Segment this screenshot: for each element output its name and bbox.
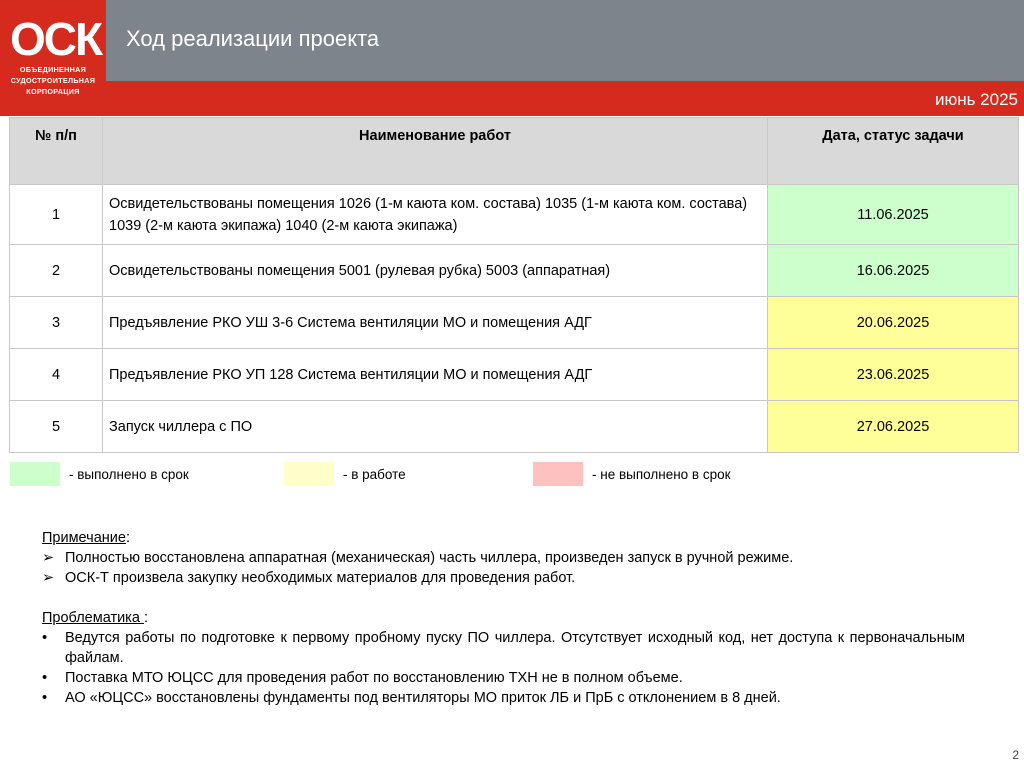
legend-label-overdue: - не выполнено в срок <box>592 467 731 482</box>
legend-swatch-in-progress <box>284 462 334 486</box>
page-number: 2 <box>1012 748 1019 762</box>
note-title: Примечание <box>42 530 126 546</box>
page-title: Ход реализации проекта <box>126 26 380 51</box>
works-table <box>9 117 1019 453</box>
problem-title-colon: : <box>143 610 148 626</box>
row-number: 5 <box>10 401 103 453</box>
problem-item-text: Поставка МТО ЮЦСС для проведения работ по восстановлению ТХН не в полном объеме. <box>65 670 683 686</box>
row-date-status: 23.06.2025 <box>768 349 1019 401</box>
row-date-status: 27.06.2025 <box>768 401 1019 453</box>
problem-heading <box>42 608 965 628</box>
row-date-status: 11.06.2025 <box>768 185 1019 245</box>
column-header-number: № п/п <box>10 118 103 185</box>
problem-item-text: АО «ЮЦСС» восстановлены фундаменты под вентиляторы МО приток ЛБ и ПрБ с отклонением в 8 дней. <box>65 690 781 706</box>
row-work-name: Запуск чиллера с ПО <box>103 401 768 453</box>
legend-label-in-progress: - в работе <box>343 467 406 482</box>
date-bar <box>106 81 1024 116</box>
row-work-name: Освидетельствованы помещения 1026 (1-м каюта ком. состава) 1035 (1-м каюта ком. состава) 1039 (2-м каюта экипажа) 1040 (2-м каюта экипажа) <box>103 185 768 245</box>
logo-subtitle-line: КОРПОРАЦИЯ <box>26 87 80 96</box>
notes-section <box>42 528 965 708</box>
problem-item <box>42 628 965 668</box>
row-date-status: 20.06.2025 <box>768 297 1019 349</box>
arrow-bullet-icon: ➢ <box>42 550 55 566</box>
problem-item-text: Ведутся работы по подготовке к первому пробному пуску ПО чиллера. Отсутствует исходный код, нет доступа к первоначальным файлам. <box>65 630 965 666</box>
row-number: 4 <box>10 349 103 401</box>
note-item <box>42 548 965 568</box>
legend-label-done: - выполнено в срок <box>69 467 189 482</box>
row-work-name: Предъявление РКО УП 128 Система вентиляции МО и помещения АДГ <box>103 349 768 401</box>
logo <box>0 0 106 116</box>
column-header-name: Наименование работ <box>103 118 768 185</box>
row-work-name: Предъявление РКО УШ 3-6 Система вентиляции МО и помещения АДГ <box>103 297 768 349</box>
row-number: 3 <box>10 297 103 349</box>
bullet-icon: • <box>42 670 48 686</box>
row-work-name: Освидетельствованы помещения 5001 (рулевая рубка) 5003 (аппаратная) <box>103 245 768 297</box>
legend-swatch-overdue <box>533 462 583 486</box>
logo-mark: ОСК <box>10 13 102 65</box>
bullet-icon: • <box>42 690 48 706</box>
table-header-row <box>10 118 1019 185</box>
logo-subtitle <box>0 64 106 97</box>
note-item-text: ОСК-Т произвела закупку необходимых материалов для проведения работ. <box>65 570 576 586</box>
row-number: 2 <box>10 245 103 297</box>
bullet-icon: • <box>42 630 48 646</box>
note-heading <box>42 528 965 548</box>
report-date: июнь 2025 <box>934 90 1018 109</box>
table-row <box>10 349 1019 401</box>
table-row <box>10 185 1019 245</box>
problem-item <box>42 688 965 708</box>
logo-subtitle-line: СУДОСТРОИТЕЛЬНАЯ <box>10 76 96 85</box>
row-date-status: 16.06.2025 <box>768 245 1019 297</box>
note-item-text: Полностью восстановлена аппаратная (механическая) часть чиллера, произведен запуск в ручной режиме. <box>65 550 794 566</box>
logo-subtitle-line: ОБЪЕДИНЕННАЯ <box>19 65 87 74</box>
table-row <box>10 297 1019 349</box>
row-number: 1 <box>10 185 103 245</box>
problem-item <box>42 668 965 688</box>
title-bar <box>106 0 1024 81</box>
column-header-date: Дата, статус задачи <box>768 118 1019 185</box>
table-row <box>10 245 1019 297</box>
table-row <box>10 401 1019 453</box>
legend-swatch-done <box>10 462 60 486</box>
arrow-bullet-icon: ➢ <box>42 570 55 586</box>
problem-title: Проблематика <box>42 610 144 626</box>
note-item <box>42 568 965 588</box>
note-title-colon: : <box>125 530 130 546</box>
